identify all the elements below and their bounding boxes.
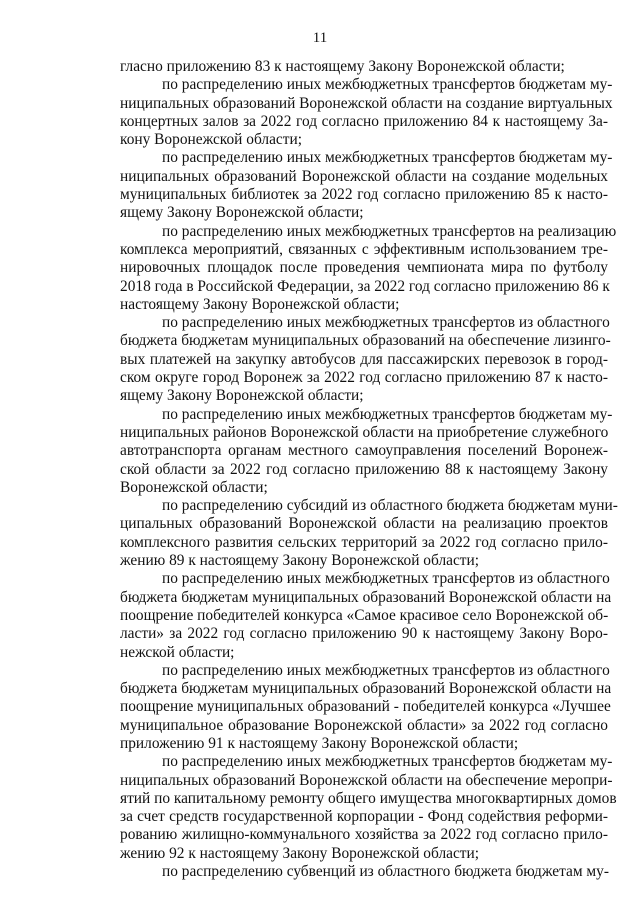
text-line: ласти» за 2022 год согласно приложению 90 к настоящему Закону Воро-: [120, 625, 608, 643]
text-line: по распределению иных межбюджетных трансфертов бюджетам му-: [162, 405, 613, 423]
text-line: 2018 года в Российской Федерации, за 2022 год согласно приложению 86 к: [120, 277, 610, 295]
text-line: ском округе город Воронеж за 2022 год согласно приложению 87 к насто-: [120, 369, 608, 387]
text-line: ящему Закону Воронежской области;: [120, 204, 364, 222]
text-line: ниципальных районов Воронежской области на приобретение служебного: [120, 423, 609, 441]
text-line: бюджета бюджетам муниципальных образований на обеспечение лизинго-: [120, 332, 611, 350]
text-line: по распределению субвенций из областного бюджета бюджетам му-: [162, 863, 609, 881]
text-line: муниципальное образование Воронежской области» за 2022 год согласно: [120, 716, 608, 734]
text-line: ниципальных образований Воронежской области на обеспечение меропри-: [120, 771, 613, 789]
text-line: жению 92 к настоящему Закону Воронежской области;: [120, 844, 480, 862]
text-line: по распределению иных межбюджетных трансфертов бюджетам му-: [162, 149, 613, 167]
text-line: Воронежской области;: [120, 478, 268, 496]
text-line: вых платежей на закупку автобусов для пассажирских перевозок в город-: [120, 350, 608, 368]
text-line: бюджета бюджетам муниципальных образований Воронежской области на: [120, 680, 612, 698]
text-line: комплексного развития сельских территорий за 2022 год согласно прило-: [120, 533, 608, 551]
text-line: бюджета бюджетам муниципальных образований Воронежской области на: [120, 588, 612, 606]
text-line: нировочных площадок после проведения чемпионата мира по футболу: [120, 259, 608, 277]
text-line: комплекса мероприятий, связанных с эффективным использованием тре-: [120, 240, 608, 258]
page-number: 11: [312, 30, 328, 46]
text-line: приложению 91 к настоящему Закону Воронежской области;: [120, 734, 519, 752]
text-line: ящему Закону Воронежской области;: [120, 387, 364, 405]
text-line: поощрение муниципальных образований - победителей конкурса «Лучшее: [120, 698, 611, 716]
text-line: концертных залов за 2022 год согласно приложению 84 к настоящему За-: [120, 112, 608, 130]
text-line: по распределению субсидий из областного бюджета бюджетам муни-: [162, 497, 618, 515]
text-line: жению 89 к настоящему Закону Воронежской области;: [120, 552, 480, 570]
text-line: ципальных образований Воронежской области на реализацию проектов: [120, 515, 608, 533]
text-line: по распределению иных межбюджетных трансфертов из областного: [162, 314, 610, 332]
text-line: настоящему Закону Воронежской области;: [120, 295, 400, 313]
text-line: ятий по капитальному ремонту общего имущества многоквартирных домов: [120, 789, 617, 807]
text-line: по распределению иных межбюджетных трансфертов бюджетам му-: [162, 76, 613, 94]
text-line: по распределению иных межбюджетных трансфертов бюджетам му-: [162, 753, 613, 771]
text-line: нежской области;: [120, 643, 235, 661]
text-line: рованию жилищно-коммунального хозяйства за 2022 год согласно прило-: [120, 826, 608, 844]
text-line: ниципальных образований Воронежской области на создание виртуальных: [120, 94, 613, 112]
text-line: ниципальных образований Воронежской области на создание модельных: [120, 167, 608, 185]
text-line: гласно приложению 83 к настоящему Закону Воронежской области;: [120, 58, 565, 75]
text-line: поощрение победителей конкурса «Самое красивое село Воронежской об-: [120, 606, 609, 624]
text-line: по распределению иных межбюджетных трансфертов на реализацию: [162, 222, 617, 240]
text-line: автотранспорта органам местного самоуправления поселений Воронеж-: [120, 442, 608, 460]
document-body: [120, 58, 618, 881]
text-line: ской области за 2022 год согласно приложению 88 к настоящему Закону: [120, 460, 608, 478]
text-line: по распределению иных межбюджетных трансфертов из областного: [162, 661, 610, 679]
text-line: кону Воронежской области;: [120, 131, 302, 149]
text-line: за счет средств государственной корпорации - Фонд содействия реформи-: [120, 808, 608, 826]
text-line: по распределению иных межбюджетных трансфертов из областного: [162, 570, 610, 588]
text-line: муниципальных библиотек за 2022 год согласно приложению 85 к насто-: [120, 186, 608, 204]
